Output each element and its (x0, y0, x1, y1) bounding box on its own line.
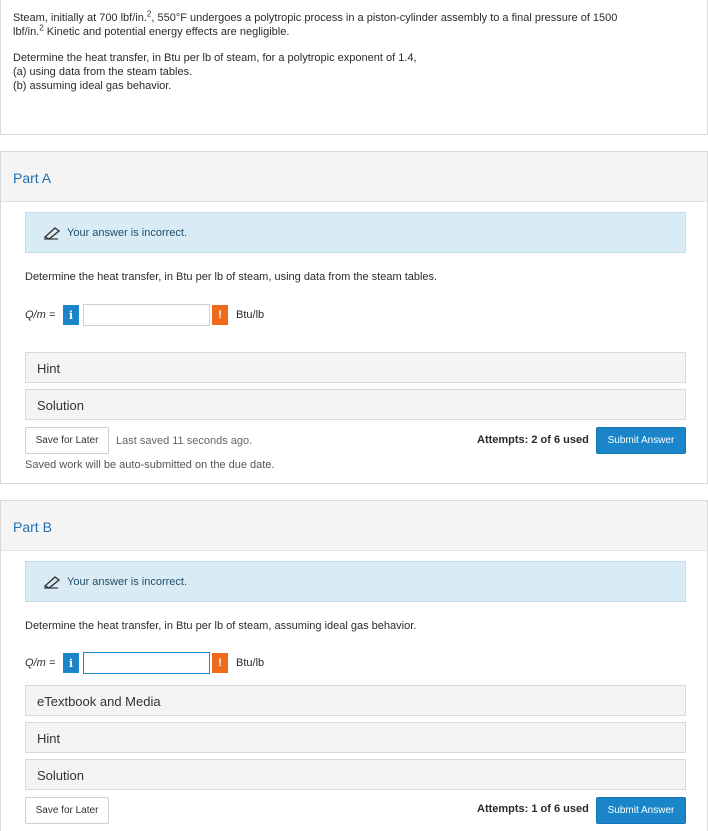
part-b-hint-toggle[interactable]: Hint (25, 722, 686, 753)
part-b-etextbook-toggle[interactable]: eTextbook and Media (25, 685, 686, 716)
part-a-qm-label: Q/m = (25, 309, 56, 321)
problem-part-a: (a) using data from the steam tables. (13, 66, 193, 78)
part-a-unit: Btu/lb (236, 309, 265, 321)
part-b-prompt: Determine the heat transfer, in Btu per lb of steam, assuming ideal gas behavior. (25, 620, 417, 632)
warning-icon: ! (212, 305, 228, 325)
part-a-answer-row (25, 303, 264, 327)
part-b-unit: Btu/lb (236, 657, 265, 669)
part-a-attempts: Attempts: 2 of 6 used (477, 434, 589, 446)
part-b-feedback-text: Your answer is incorrect. (67, 575, 188, 588)
part-b-qm-label: Q/m = (25, 657, 56, 669)
part-a-submit-button[interactable]: Submit Answer (596, 427, 686, 454)
part-a-solution-toggle[interactable]: Solution (25, 389, 686, 420)
pencil-icon (42, 575, 62, 589)
part-b-save-for-later-button[interactable]: Save for Later (25, 797, 109, 824)
problem-part-b: (b) assuming ideal gas behavior. (13, 80, 172, 92)
part-b-panel (0, 500, 708, 831)
info-icon[interactable]: i (63, 305, 79, 325)
info-icon[interactable]: i (63, 653, 79, 673)
part-a-prompt: Determine the heat transfer, in Btu per lb of steam, using data from the steam tables. (25, 271, 438, 283)
part-b-feedback (25, 561, 686, 602)
part-a-feedback (25, 212, 686, 253)
part-a-panel (0, 151, 708, 484)
part-a-hint-toggle[interactable]: Hint (25, 352, 686, 383)
problem-question: Determine the heat transfer, in Btu per lb of steam, for a polytropic exponent of 1.4, (13, 52, 417, 64)
problem-text-line1: Steam, initially at 700 lbf/in.$^2$, 550°F undergoes a polytropic process in a piston-cylinder assembly to a final pressure of 1500 (13, 9, 618, 24)
problem-text-line2: lbf/in.$^2$ Kinetic and potential energy effects are negligible. (13, 23, 290, 38)
problem-statement (0, 0, 708, 135)
part-a-auto-submit-note: Saved work will be auto-submitted on the due date. (25, 459, 275, 471)
part-a-save-for-later-button[interactable]: Save for Later (25, 427, 109, 454)
part-a-title: Part A (1, 152, 707, 202)
part-b-answer-input[interactable] (83, 652, 210, 674)
part-b-submit-button[interactable]: Submit Answer (596, 797, 686, 824)
part-a-last-saved: Last saved 11 seconds ago. (116, 435, 253, 447)
part-b-answer-row (25, 651, 264, 675)
part-b-attempts: Attempts: 1 of 6 used (477, 803, 589, 815)
part-b-title: Part B (1, 501, 707, 551)
part-a-feedback-text: Your answer is incorrect. (67, 226, 188, 239)
pencil-icon (42, 226, 62, 240)
part-b-solution-toggle[interactable]: Solution (25, 759, 686, 790)
part-a-answer-input[interactable] (83, 304, 210, 326)
warning-icon: ! (212, 653, 228, 673)
